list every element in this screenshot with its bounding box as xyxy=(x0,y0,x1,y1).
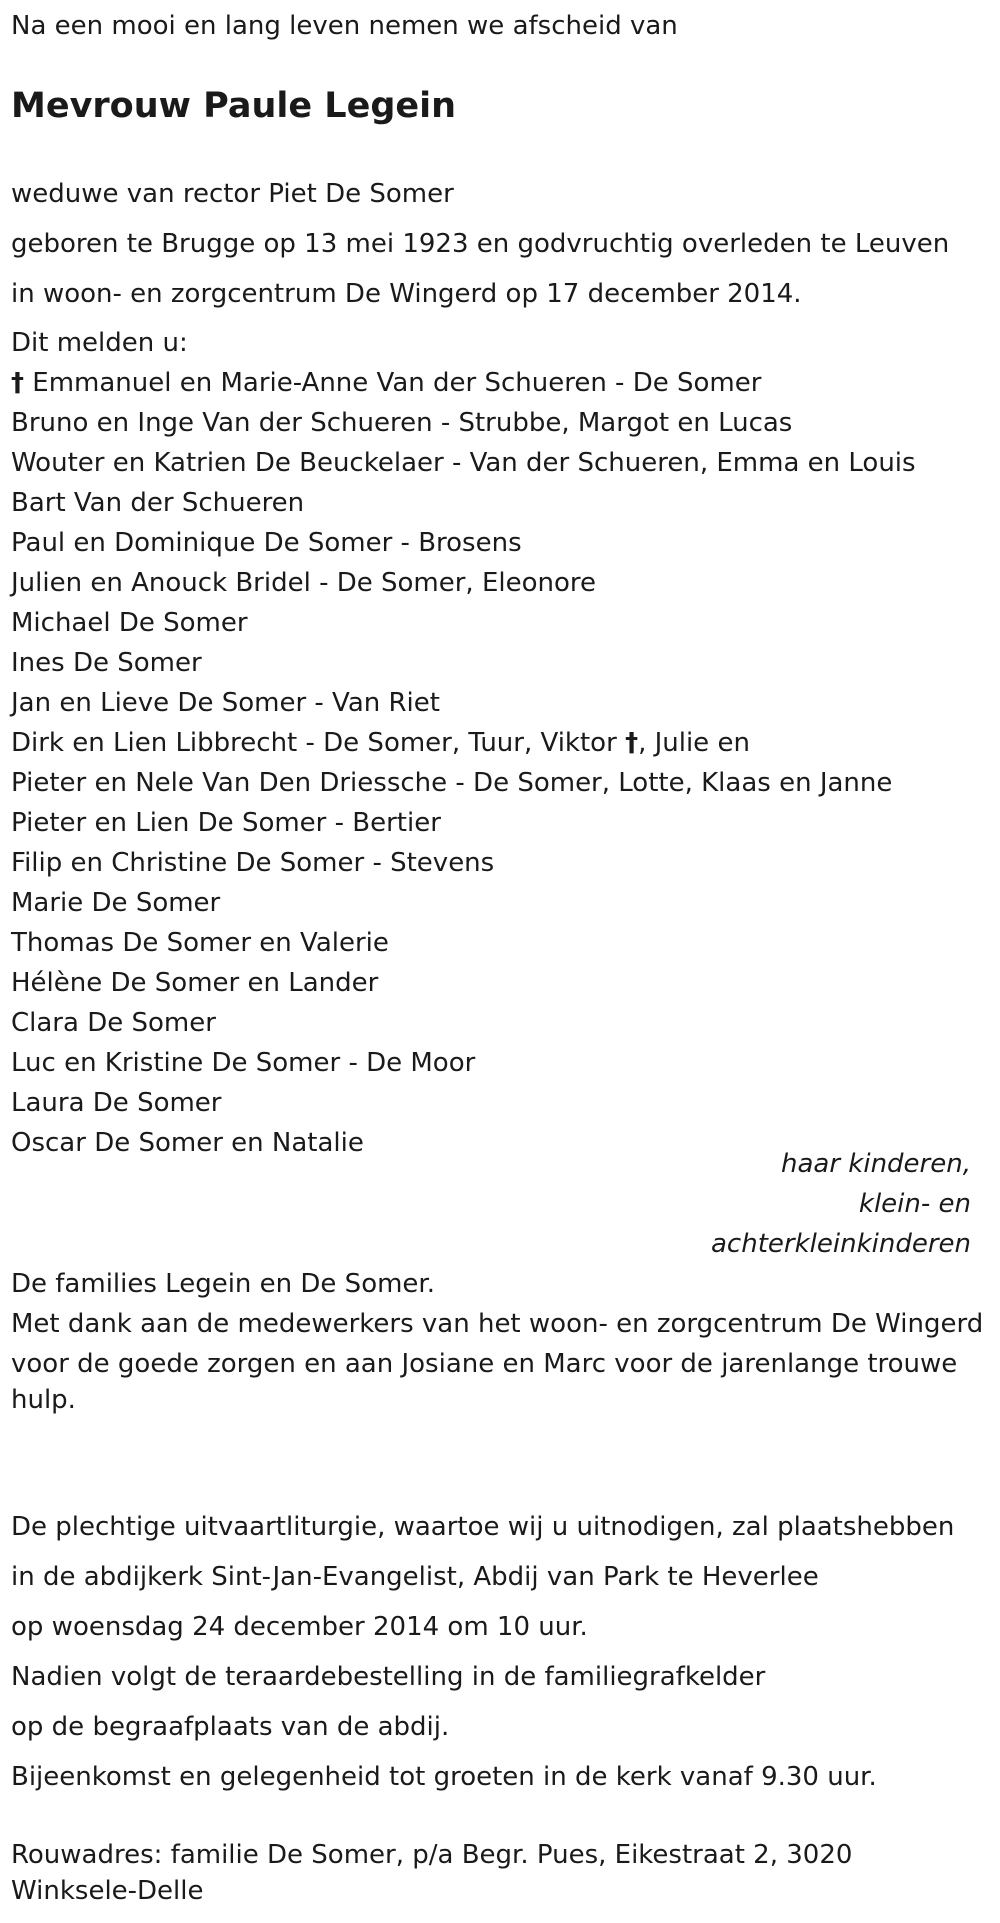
fact-place-date: in woon- en zorgcentrum De Wingerd op 17 december 2014. xyxy=(11,279,802,309)
closing-thanks: Met dank aan de medewerkers van het woon- en zorgcentrum De Wingerd xyxy=(11,1309,984,1339)
announce-line: Dit melden u: xyxy=(11,328,188,358)
signature-line: klein- en xyxy=(858,1189,971,1219)
signature-line: haar kinderen, xyxy=(781,1149,971,1179)
family-line: Bruno en Inge Van der Schueren - Strubbe, Margot en Lucas xyxy=(11,408,793,438)
family-line: Julien en Anouck Bridel - De Somer, Eleonore xyxy=(11,568,597,598)
family-line-text: , Julie en xyxy=(638,728,750,758)
family-line: Ines De Somer xyxy=(11,648,202,678)
family-line: Laura De Somer xyxy=(11,1088,222,1118)
family-line-text: Dirk en Lien Libbrecht - De Somer, Tuur, Viktor xyxy=(11,728,617,758)
family-line: Paul en Dominique De Somer - Brosens xyxy=(11,528,522,558)
ceremony-line: De plechtige uitvaartliturgie, waartoe wij u uitnodigen, zal plaatshebben xyxy=(11,1512,955,1542)
family-line: Bart Van der Schueren xyxy=(11,488,305,518)
family-line: Jan en Lieve De Somer - Van Riet xyxy=(11,688,440,718)
intro-line: Na een mooi en lang leven nemen we afscheid van xyxy=(11,11,678,41)
ceremony-line: op woensdag 24 december 2014 om 10 uur. xyxy=(11,1612,588,1642)
biographical-facts xyxy=(11,176,949,326)
family-line: Pieter en Lien De Somer - Bertier xyxy=(11,808,441,838)
family-line: Clara De Somer xyxy=(11,1008,216,1038)
family-line: Marie De Somer xyxy=(11,888,221,918)
ceremony-line: op de begraafplaats van de abdij. xyxy=(11,1712,450,1742)
ceremony-line: Bijeenkomst en gelegenheid tot groeten in de kerk vanaf 9.30 uur. xyxy=(11,1762,877,1792)
family-line-text: Emmanuel en Marie-Anne Van der Schueren - De Somer xyxy=(32,368,762,398)
ceremony-line: Nadien volgt de teraardebestelling in de familiegrafkelder xyxy=(11,1662,766,1692)
family-line: Pieter en Nele Van Den Driessche - De Somer, Lotte, Klaas en Janne xyxy=(11,768,893,798)
family-line: Wouter en Katrien De Beuckelaer - Van der Schueren, Emma en Louis xyxy=(11,448,916,478)
family-line: Michael De Somer xyxy=(11,608,248,638)
family-line xyxy=(11,365,916,405)
ceremony-line: in de abdijkerk Sint-Jan-Evangelist, Abdij van Park te Heverlee xyxy=(11,1562,819,1592)
closing-remarks xyxy=(11,1266,991,1415)
family-line: Oscar De Somer en Natalie xyxy=(11,1128,364,1158)
cross-icon: † xyxy=(625,728,639,758)
family-line xyxy=(11,725,916,765)
mourning-address xyxy=(11,1837,911,1906)
cross-icon: † xyxy=(11,368,24,398)
family-list xyxy=(11,325,916,1165)
funeral-details xyxy=(11,1509,954,1809)
fact-widow: weduwe van rector Piet De Somer xyxy=(11,179,454,209)
family-line: Thomas De Somer en Valerie xyxy=(11,928,389,958)
family-line: Filip en Christine De Somer - Stevens xyxy=(11,848,495,878)
fact-birth-death: geboren te Brugge op 13 mei 1923 en godvruchtig overleden te Leuven xyxy=(11,229,950,259)
address-text: Rouwadres: familie De Somer, p/a Begr. Pues, Eikestraat 2, 3020 Winksele-Delle xyxy=(11,1840,853,1906)
deceased-name: Mevrouw Paule Legein xyxy=(11,86,457,126)
signature-line: achterkleinkinderen xyxy=(711,1229,971,1259)
family-signature xyxy=(711,1146,971,1266)
family-line: Hélène De Somer en Lander xyxy=(11,968,379,998)
closing-thanks-continued: voor de goede zorgen en aan Josiane en Marc voor de jarenlange trouwe hulp. xyxy=(11,1349,958,1415)
closing-families: De families Legein en De Somer. xyxy=(11,1269,435,1299)
family-line: Luc en Kristine De Somer - De Moor xyxy=(11,1048,476,1078)
